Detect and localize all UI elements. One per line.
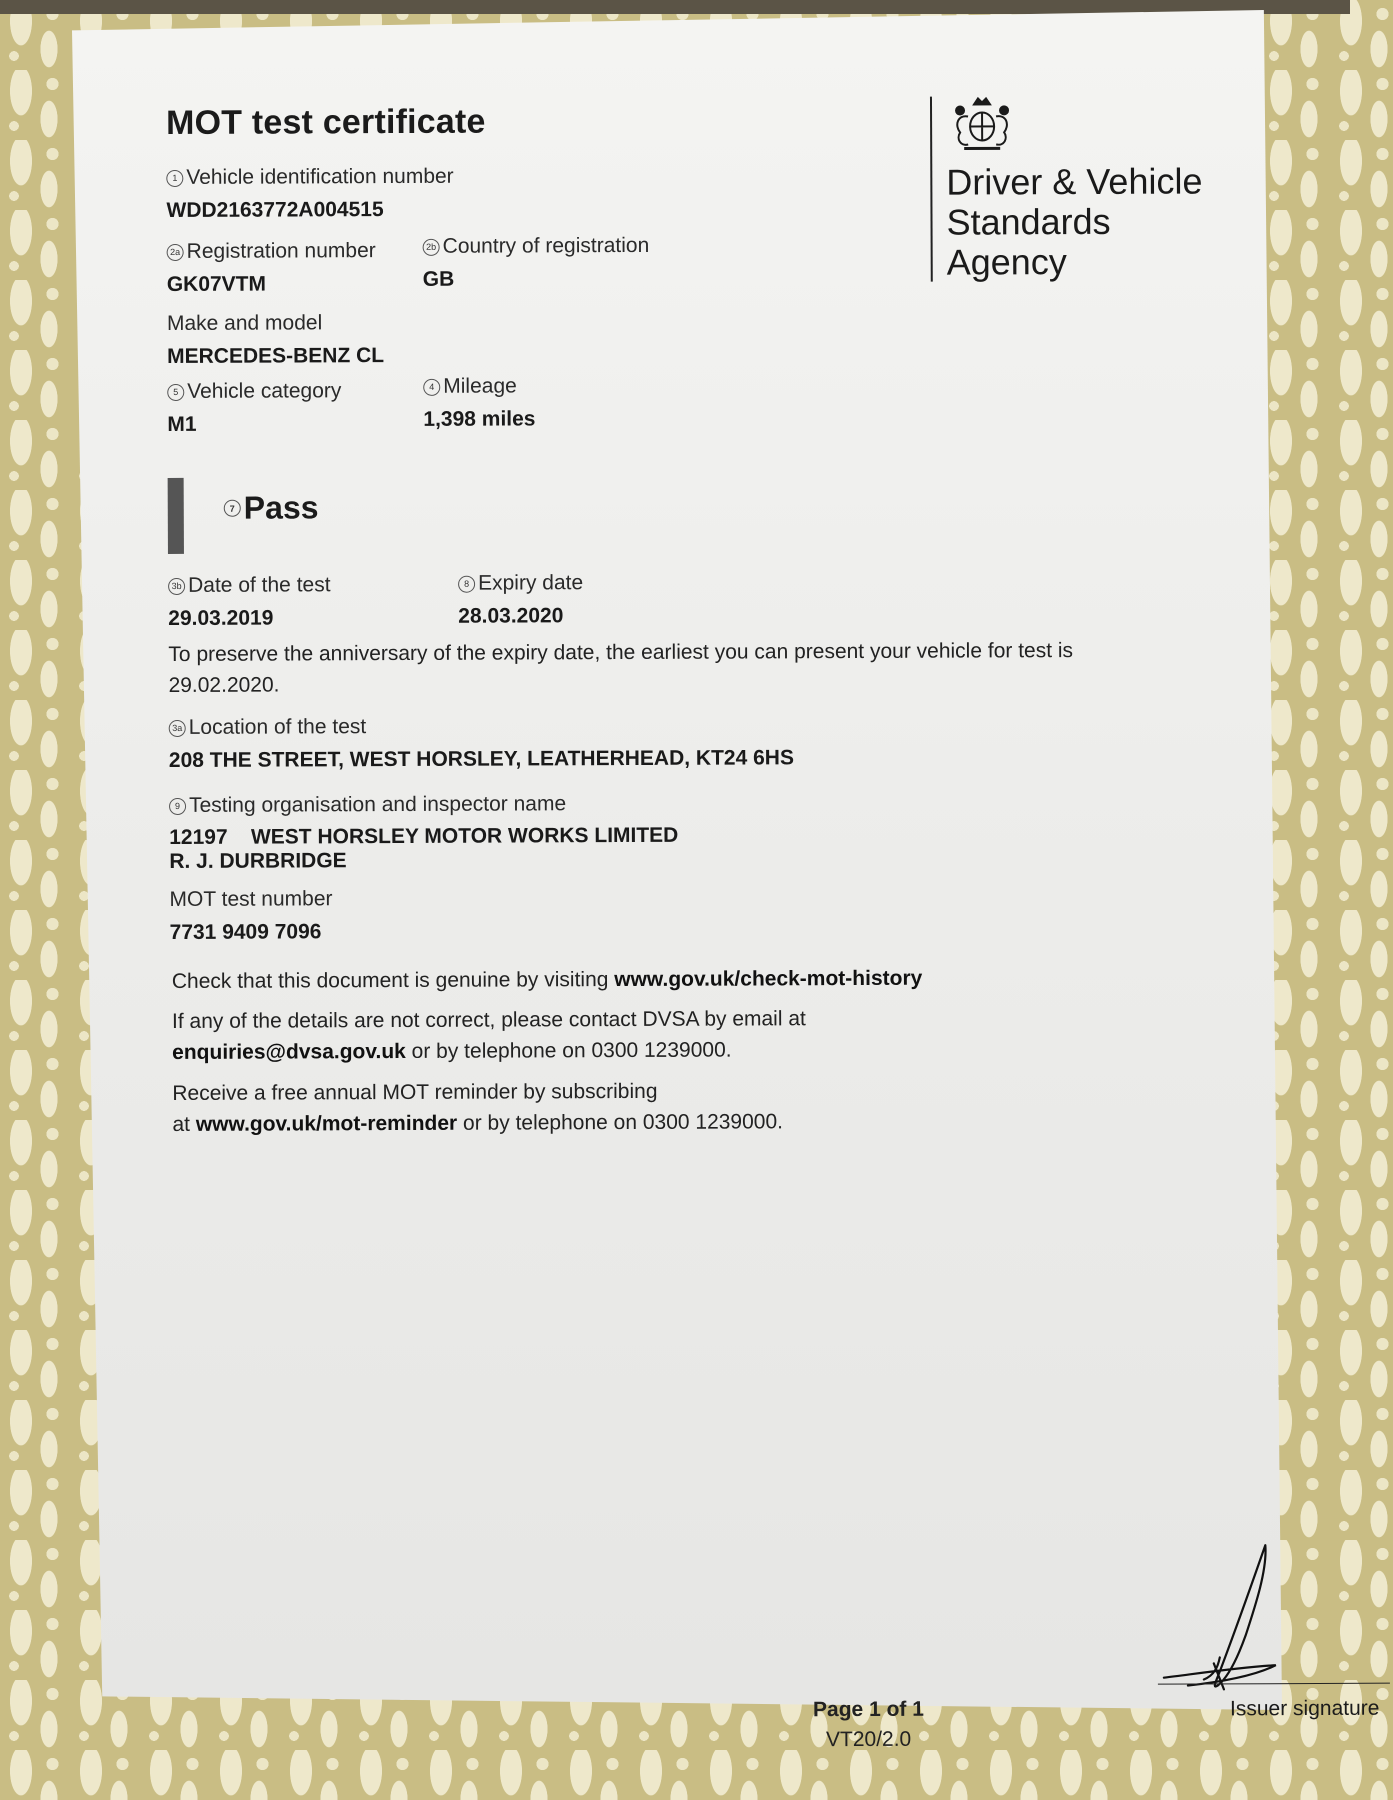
field-number-icon: 9 — [169, 797, 186, 814]
test-number-label: MOT test number — [169, 887, 333, 911]
signature-image — [1157, 1539, 1298, 1700]
agency-name-line2: Standards — [946, 200, 1111, 243]
page-number: Page 1 of 1 — [812, 1697, 924, 1722]
field-number-icon: 3a — [169, 719, 186, 736]
page-footer — [813, 1695, 924, 1755]
field-number-icon: 1 — [166, 169, 183, 186]
registration-field — [167, 239, 376, 297]
category-field — [167, 379, 341, 437]
genuine-check-text: Check that this document is genuine by visiting www.gov.uk/check-mot-history — [171, 966, 923, 993]
field-number-icon: 7 — [224, 500, 241, 517]
agency-name-line3: Agency — [946, 241, 1067, 283]
make-model-label: Make and model — [166, 311, 323, 335]
test-result — [224, 489, 319, 526]
mot-reminder-link: www.gov.uk/mot-reminder — [195, 1111, 458, 1136]
anniversary-note: To preserve the anniversary of the expiry date, the earliest you can present your vehicle for test is 29.02.2020. — [168, 639, 1074, 697]
mileage-value: 1,398 miles — [423, 407, 536, 431]
signature-block — [1157, 1539, 1392, 1721]
document-title: MOT test certificate — [166, 102, 486, 142]
contact-email: enquiries@dvsa.gov.uk — [172, 1039, 406, 1064]
mileage-field — [423, 374, 535, 431]
test-number-value: 7731 9409 7096 — [169, 920, 322, 944]
vin-label: Vehicle identification number — [186, 164, 454, 189]
vin-field — [166, 165, 454, 223]
test-number-field — [169, 887, 332, 945]
make-model-field — [167, 311, 384, 369]
mileage-label: Mileage — [443, 374, 517, 398]
country-value: GB — [422, 267, 455, 291]
check-mot-history-link: www.gov.uk/check-mot-history — [614, 966, 923, 992]
test-date-label: Date of the test — [188, 573, 331, 597]
table-edge — [0, 0, 1350, 14]
inspector-name: R. J. DURBRIDGE — [169, 849, 347, 873]
field-number-icon: 2b — [423, 238, 440, 255]
category-label: Vehicle category — [187, 379, 342, 403]
test-date-field — [168, 573, 331, 631]
category-value: M1 — [167, 412, 197, 436]
royal-crest-icon — [946, 96, 1018, 156]
contact-text: If any of the details are not correct, please contact DVSA by email at enquiries@dvsa.gov.uk or by telephone on 0300 1239000. — [171, 1007, 806, 1064]
result-bar — [168, 478, 184, 554]
country-label: Country of registration — [442, 233, 650, 258]
expiry-date-field — [458, 571, 583, 629]
field-number-icon: 5 — [167, 383, 184, 400]
reminder-text: Receive a free annual MOT reminder by subscribing at www.gov.uk/mot-reminder or by telephone on 0300 1239000. — [172, 1079, 784, 1136]
dvsa-logo — [930, 95, 1203, 281]
test-date-value: 29.03.2019 — [168, 606, 274, 630]
expiry-date-label: Expiry date — [478, 571, 584, 595]
make-model-value: MERCEDES-BENZ CL — [167, 344, 385, 368]
organisation-label: Testing organisation and inspector name — [189, 792, 567, 817]
organisation-value: 12197 WEST HORSLEY MOTOR WORKS LIMITED — [169, 823, 679, 849]
organisation-field — [169, 792, 678, 874]
location-value: 208 THE STREET, WEST HORSLEY, LEATHERHEAD, KT24 6HS — [168, 746, 794, 772]
test-result-value: Pass — [243, 489, 319, 526]
registration-label: Registration number — [186, 239, 376, 263]
form-code: VT20/2.0 — [825, 1727, 912, 1752]
field-number-icon: 2a — [167, 243, 184, 260]
field-number-icon: 3b — [168, 577, 185, 594]
registration-value: GK07VTM — [166, 272, 267, 296]
vin-value: WDD2163772A004515 — [166, 198, 384, 222]
expiry-date-value: 28.03.2020 — [458, 604, 564, 628]
location-field — [169, 713, 794, 773]
field-number-icon: 8 — [458, 575, 475, 592]
country-field — [423, 234, 650, 292]
field-number-icon: 4 — [423, 378, 440, 395]
location-label: Location of the test — [188, 715, 367, 739]
agency-name-line1: Driver & Vehicle — [946, 160, 1203, 203]
signature-label: Issuer signature — [1229, 1696, 1380, 1721]
